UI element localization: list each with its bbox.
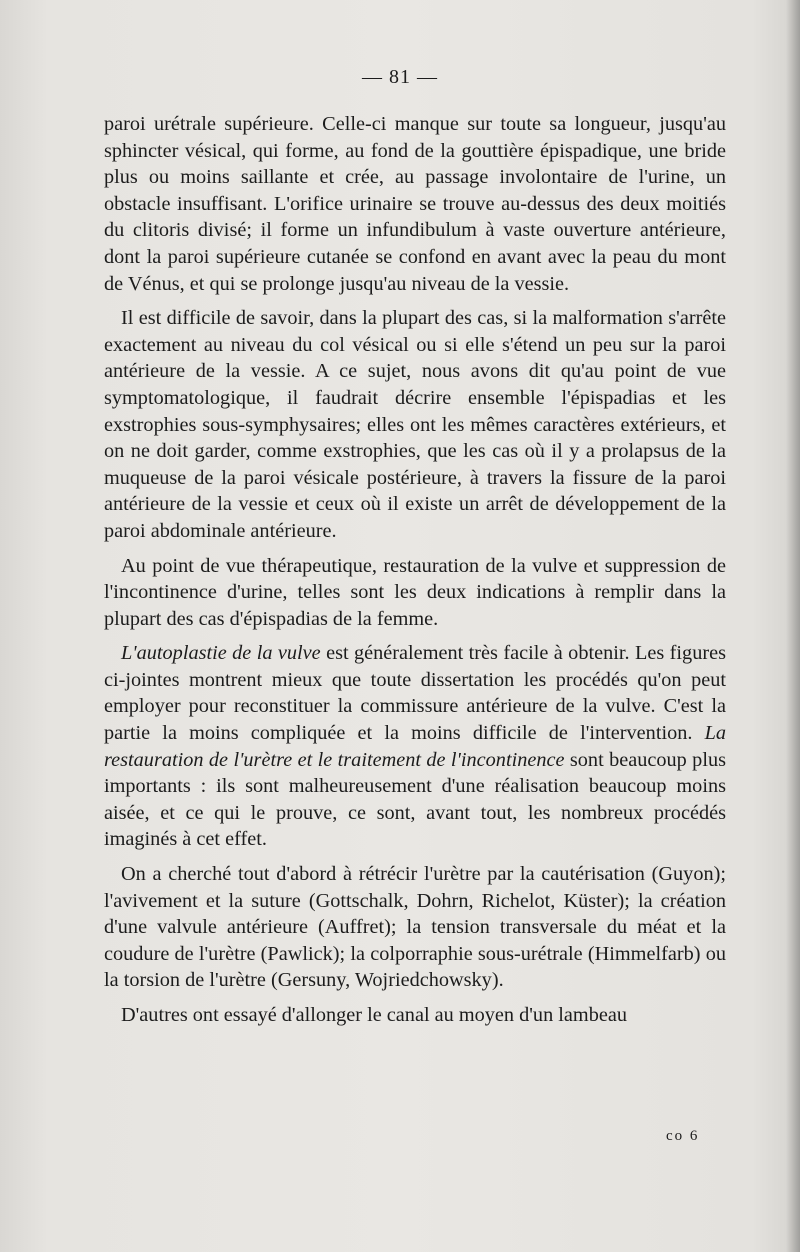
paragraph-6: D'autres ont essayé d'allonger le canal au moyen d'un lambeau [121,1004,627,1026]
italic-phrase-autoplastie: L'autoplastie de la vulve [121,642,321,665]
paragraph-5: On a cherché tout d'abord à rétrécir l'urètre par la cautérisation (Guyon); l'avivement et la suture (Gottschalk, Dohrn, Richelot, Küster); la création d'une valvule antérieure (Auffret); la tension transversale du méat et la coudure de l'urètre (Pawlick); la colporraphie sous-urétrale (Himmelfarb) ou la torsion de l'urètre (Gersuny, Wojriedchowsky). [104,863,726,992]
signature-mark: co 6 [666,1128,700,1144]
italic-phrase-restauration: La restauration de l'urètre et le traitement de l'incontinence [104,722,726,771]
paragraph-3: Au point de vue thérapeutique, restauration de la vulve et suppression de l'incontinence d'urine, telles sont les deux indications à remplir dans la plupart des cas d'épispadias de la femme. [104,554,726,630]
paragraph-4-text-1: est généralement très facile à obtenir. Les figures ci-jointes montrent mieux que toute dissertation les procédés qu'on peut employer pour reconstituer la commissure antérieure de la vulve. C'est la partie la moins compliquée et la moins difficile de l'intervention. [104,642,726,745]
page-number: — 81 — [362,66,438,88]
paragraph-4 [104,640,726,853]
body-text [104,111,726,1037]
paragraph-4-text-2: sont beaucoup plus importants : ils sont malheureusement d'une réalisation beaucoup moins aisée, et ce qui le prouve, ce sont, avant tout, les nombreux procédés imaginés à cet effet. [104,748,726,851]
paragraph-2: Il est difficile de savoir, dans la plupart des cas, si la malformation s'arrête exactement au niveau du col vésical ou si elle s'étend un peu sur la paroi antérieure de la vessie. A ce sujet, nous avons dit qu'au point de vue symptomatologique, il faudrait décrire ensemble l'épispadias et les exstrophies sous-symphysaires; elles ont les mêmes caractères extérieurs, et on ne doit garder, comme exstrophies, que les cas où il y a prolapsus de la muqueuse de la paroi vésicale postérieure, à travers la fissure de la paroi antérieure de la vessie et ceux où il existe un arrêt de développement de la paroi abdominale antérieure. [104,307,726,542]
paragraph-1: paroi urétrale supérieure. Celle-ci manque sur toute sa longueur, jusqu'au sphincter vésical, qui forme, au fond de la gouttière épispadique, une bride plus ou moins saillante et crée, au passage involontaire de l'urine, un obstacle insuffisant. L'orifice urinaire se trouve au-dessus des deux moitiés du clitoris divisé; il forme un infundibulum à vaste ouverture antérieure, dont la paroi supérieure cutanée se confond en avant avec la peau du mont de Vénus, et qui se prolonge jusqu'au niveau de la vessie. [104,113,726,295]
